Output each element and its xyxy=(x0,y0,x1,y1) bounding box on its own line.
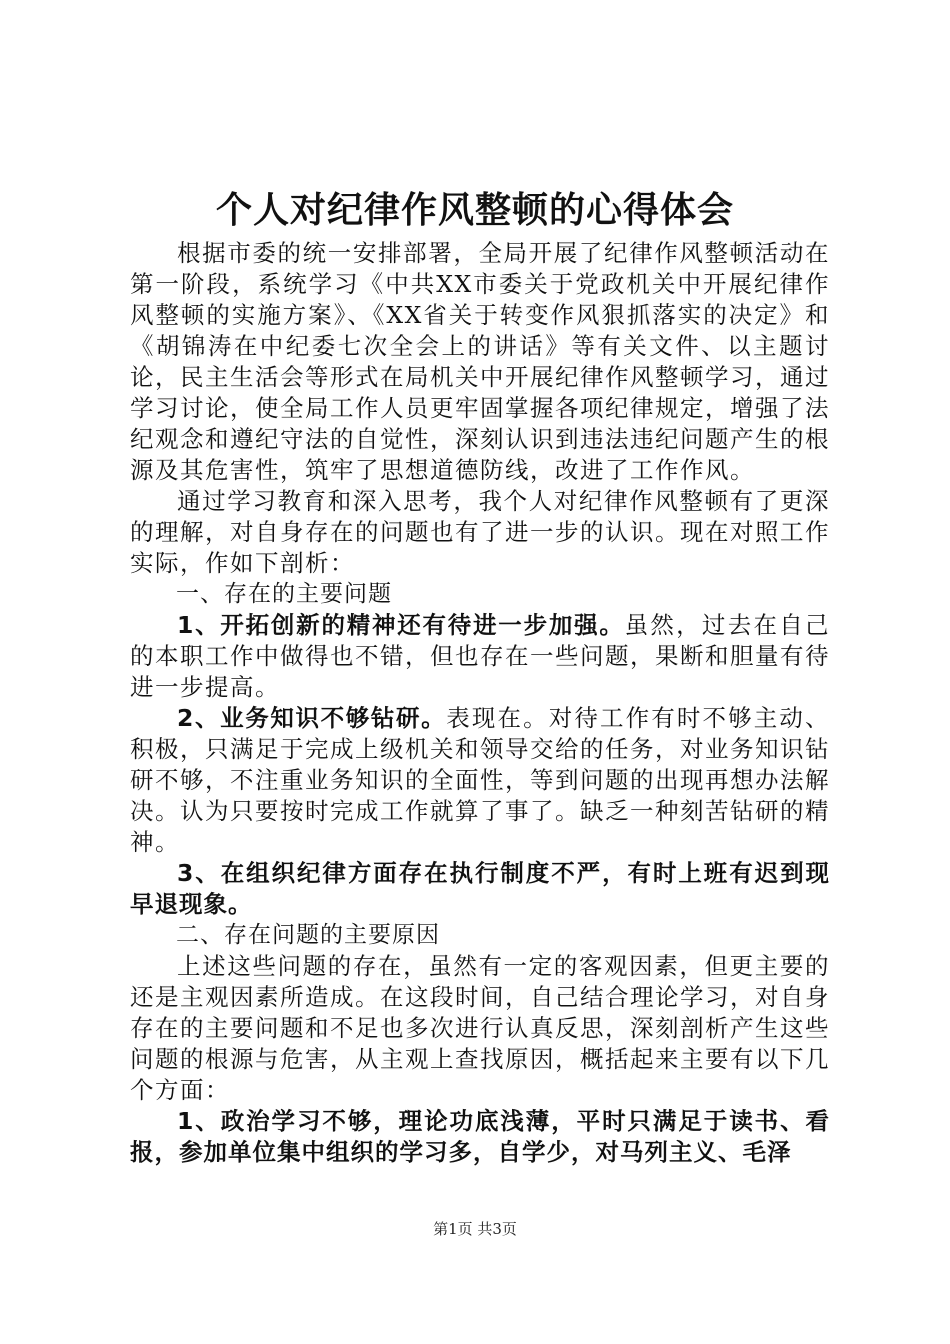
problem-2-lead: 2、业务知识不够钻研。 xyxy=(177,704,447,732)
problem-1-text: 虽然，过去在自己的本职工作中做得也不错，但也存在一些问题，果断和胆量有待进一步提高。 xyxy=(130,611,830,701)
paragraph-intro: 根据市委的统一安排部署，全局开展了纪律作风整顿活动在第一阶段，系统学习《中共XX市委关于党政机关中开展纪律作风整顿的实施方案》、《XX省关于转变作风狠抓落实的决定》和《胡锦涛在中纪委七次全会上的讲话》等有关文件、以主题讨论，民主生活会等形式在局机关中开展纪律作风整顿学习，通过学习讨论，使全局工作人员更牢固掌握各项纪律规定，增强了法纪观念和遵纪守法的自觉性，深刻认识到违法违纪问题产生的根源及其危害性，筑牢了思想道德防线，改进了工作作风。 xyxy=(130,239,830,484)
section-heading-problems: 一、存在的主要问题 xyxy=(176,581,392,607)
page-footer: 第1页 共3页 xyxy=(433,1220,517,1238)
section-heading-causes: 二、存在问题的主要原因 xyxy=(176,922,440,948)
paragraph-problem-2 xyxy=(130,703,830,858)
document-title: 个人对纪律作风整顿的心得体会 xyxy=(215,189,734,231)
document-body xyxy=(130,238,830,1168)
paragraph-cause-1 xyxy=(130,1106,830,1168)
problem-2-text: 表现在。对待工作有时不够主动、积极，只满足于完成上级机关和领导交给的任务，对业务知识钻研不够，不注重业务知识的全面性，等到问题的出现再想办法解决。认为只要按时完成工作就算了事了。缺乏一种刻苦钻研的精神。 xyxy=(130,704,830,856)
paragraph-causes-intro: 上述这些问题的存在，虽然有一定的客观因素，但更主要的还是主观因素所造成。在这段时间，自己结合理论学习，对自身存在的主要问题和不足也多次进行认真反思，深刻剖析产生这些问题的根源与危害，从主观上查找原因，概括起来主要有以下几个方面： xyxy=(130,952,830,1104)
cause-1-lead: 1、政治学习不够，理论功底浅薄，平时只满足于读书、看报，参加单位集中组织的学习多，自学少，对马列主义、毛泽 xyxy=(130,1107,830,1166)
problem-3-lead: 3、在组织纪律方面存在执行制度不严，有时上班有迟到现早退现象。 xyxy=(130,859,830,918)
paragraph-reflection: 通过学习教育和深入思考，我个人对纪律作风整顿有了更深的理解，对自身存在的问题也有了进一步的认识。现在对照工作实际，作如下剖析： xyxy=(130,487,830,577)
paragraph-problem-3 xyxy=(130,858,830,920)
paragraph-problem-1 xyxy=(130,610,830,703)
problem-1-lead: 1、开拓创新的精神还有待进一步加强。 xyxy=(177,611,625,639)
